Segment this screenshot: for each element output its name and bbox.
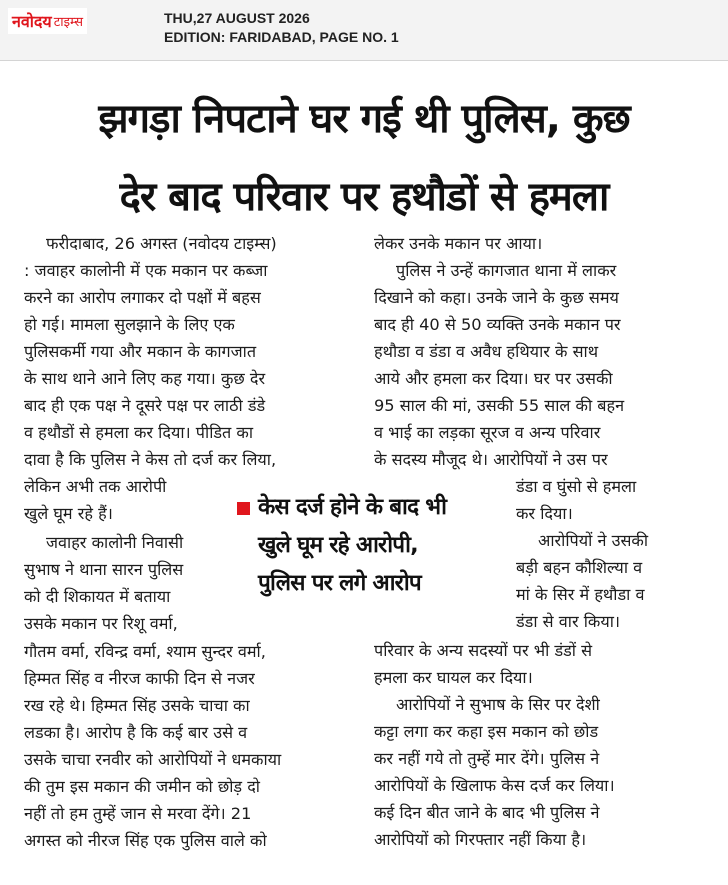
pull-quote-line-3: पुलिस पर लगे आरोप (258, 570, 421, 596)
article-line: डंडा से वार किया। (516, 612, 621, 631)
article-line: डंडा व घुंसो से हमला (516, 477, 637, 496)
masthead-bar (0, 0, 728, 61)
article-headline (14, 80, 714, 236)
article-line: दिखाने को कहा। उनके जाने के कुछ समय (374, 288, 619, 307)
article-line: हमला कर घायल कर दिया। (374, 668, 533, 687)
newspaper-logo (8, 8, 87, 34)
article-line: बड़ी बहन कौशिल्या व (516, 558, 643, 577)
article-column-2-bottom (374, 637, 698, 853)
article-line: लेकर उनके मकान पर आया। (374, 234, 543, 253)
article-column-2-narrow (516, 473, 698, 635)
article-column-1-top (24, 230, 352, 473)
article-line: लेकिन अभी तक आरोपी (24, 477, 167, 496)
article-line: परिवार के अन्य सदस्यों पर भी डंडों से (374, 641, 593, 660)
article-line: पुलिस ने उन्हें कागजात थाना में लाकर (396, 261, 617, 280)
article-line: को दी शिकायत में बताया (24, 587, 171, 606)
article-line: जवाहर कालोनी निवासी (46, 533, 184, 552)
article-line: व हथौडों से हमला कर दिया। पीडित का (24, 423, 254, 442)
pull-quote-text (258, 488, 446, 602)
article-line: कट्टा लगा कर कहा इस मकान को छोड (374, 722, 599, 741)
article-column-1-bottom (24, 638, 352, 854)
edition-page: EDITION: FARIDABAD, PAGE NO. 1 (164, 29, 399, 45)
article-line: खुले घूम रहे हैं। (24, 504, 113, 523)
article-line: बाद ही 40 से 50 व्यक्ति उनके मकान पर (374, 315, 621, 334)
red-square-bullet-icon (237, 502, 250, 515)
article-line: रख रहे थे। हिम्मत सिंह उसके चाचा का (24, 696, 250, 715)
pull-quote-line-2: खुले घूम रहे आरोपी, (258, 532, 418, 558)
article-line: गौतम वर्मा, रविन्द्र वर्मा, श्याम सुन्दर वर्मा, (24, 642, 266, 661)
article-line: लडका है। आरोप है कि कई बार उसे व (24, 723, 248, 742)
article-line: आरोपियों ने उसकी (538, 531, 649, 550)
article-line: की तुम इस मकान की जमीन को छोड़ दो (24, 777, 260, 796)
article-line: उसके मकान पर रिशू वर्मा, (24, 614, 178, 633)
headline-line-2: देर बाद परिवार पर हथौडों से हमला (119, 174, 609, 220)
article-line: कर दिया। (516, 504, 573, 523)
pull-quote-line-1: केस दर्ज होने के बाद भी (258, 494, 447, 520)
logo-main-text: नवोदय (12, 12, 52, 31)
article-line: पुलिसकर्मी गया और मकान के कागजात (24, 342, 257, 361)
article-column-1-wrap (24, 473, 238, 527)
edition-info (164, 9, 399, 47)
article-line: आये और हमला कर दिया। घर पर उसकी (374, 369, 613, 388)
article-line: आरोपियों के खिलाफ केस दर्ज कर लिया। (374, 776, 615, 795)
article-line: दावा है कि पुलिस ने केस तो दर्ज कर लिया, (24, 450, 277, 469)
article-line: उसके चाचा रनवीर को आरोपियों ने धमकाया (24, 750, 282, 769)
article-line: सुभाष ने थाना सारन पुलिस (24, 560, 184, 579)
article-line: हथौडा व डंडा व अवैध हथियार के साथ (374, 342, 599, 361)
article-column-2-top (374, 230, 698, 473)
article-line: कर नहीं गये तो तुम्हें मार देंगे। पुलिस ने (374, 749, 600, 768)
pull-quote (237, 488, 519, 602)
article-line: हो गई। मामला सुलझाने के लिए एक (24, 315, 235, 334)
article-line: आरोपियों ने सुभाष के सिर पर देशी (396, 695, 600, 714)
article-line: नहीं तो हम तुम्हें जान से मरवा देंगे। 21 (24, 804, 252, 823)
article-line: 95 साल की मां, उसकी 55 साल की बहन (374, 396, 625, 415)
article-line: करने का आरोप लगाकर दो पक्षों में बहस (24, 288, 261, 307)
article-line: व भाई का लड़का सूरज व अन्य परिवार (374, 423, 601, 442)
article-line: के साथ थाने आने लिए कह गया। कुछ देर (24, 369, 266, 388)
article-line: मां के सिर में हथौडा व (516, 585, 645, 604)
article-line: के सदस्य मौजूद थे। आरोपियों ने उस पर (374, 450, 608, 469)
article-line: अगस्त को नीरज सिंह एक पुलिस वाले को (24, 831, 267, 850)
headline-line-1: झगड़ा निपटाने घर गई थी पुलिस, कुछ (98, 96, 630, 142)
dateline-paragraph: फरीदाबाद, 26 अगस्त (नवोदय टाइम्स) (46, 234, 277, 253)
article-line: : जवाहर कालोनी में एक मकान पर कब्जा (24, 261, 268, 280)
article-column-1-narrow (24, 529, 238, 637)
article-line: बाद ही एक पक्ष ने दूसरे पक्ष पर लाठी डंडे (24, 396, 266, 415)
logo-sub-text: टाइम्स (53, 15, 84, 30)
article-line: कई दिन बीत जाने के बाद भी पुलिस ने (374, 803, 600, 822)
article-line: हिम्मत सिंह व नीरज काफी दिन से नजर (24, 669, 255, 688)
issue-date: THU,27 AUGUST 2026 (164, 10, 310, 26)
article-line: आरोपियों को गिरफ्तार नहीं किया है। (374, 830, 587, 849)
